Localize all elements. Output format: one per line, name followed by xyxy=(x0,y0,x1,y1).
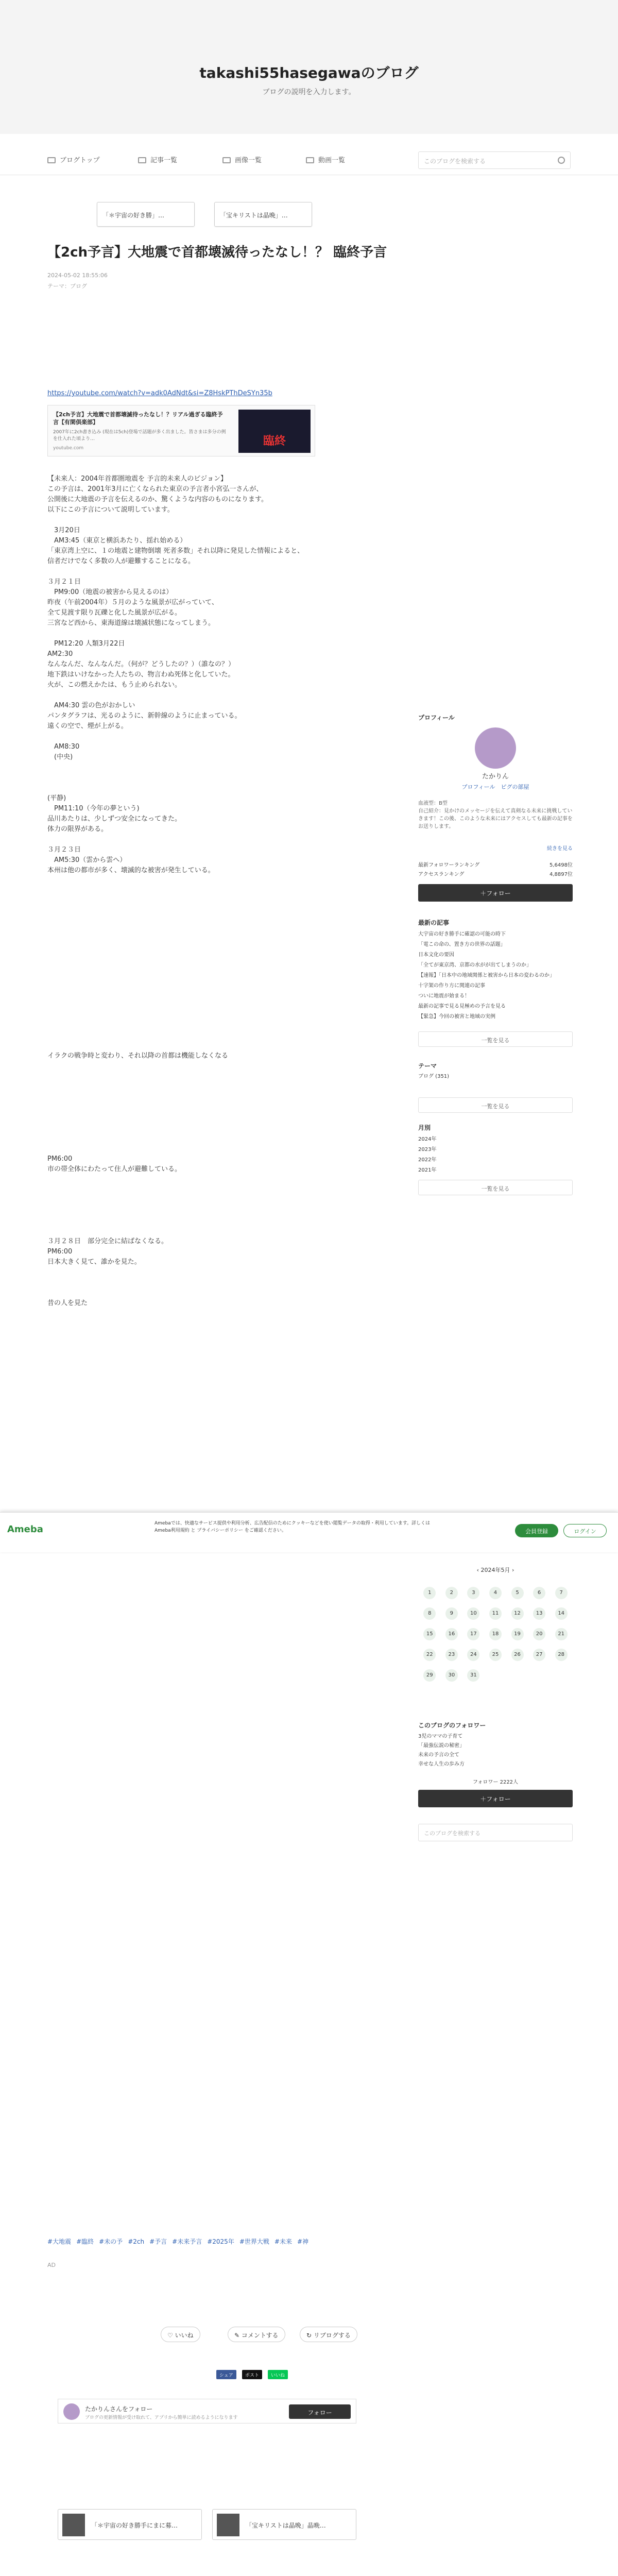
follow-box xyxy=(58,2399,356,2424)
list-item[interactable]: 「電この命の、置き方の世界の話題」 xyxy=(418,942,506,947)
calendar-day[interactable]: 11 xyxy=(485,1603,506,1623)
calendar-day[interactable]: 27 xyxy=(529,1645,550,1664)
month-item[interactable]: 2022年 xyxy=(418,1157,437,1163)
search-icon[interactable] xyxy=(558,157,565,164)
hashtag[interactable]: #神 xyxy=(297,2238,309,2245)
ranking-row[interactable]: アクセスランキング 4,8897位 xyxy=(418,872,573,877)
comment-icon: ✎ xyxy=(234,2332,242,2339)
calendar-day[interactable]: 30 xyxy=(441,1665,462,1685)
list-item[interactable]: 十字架の作り方に関連の記事 xyxy=(418,983,485,989)
calendar-day[interactable]: 3 xyxy=(463,1583,484,1602)
hashtag[interactable]: #世界大戦 xyxy=(239,2238,269,2245)
register-button[interactable]: 会員登録 xyxy=(515,1524,558,1537)
global-nav xyxy=(0,145,618,175)
list-icon xyxy=(138,157,146,163)
avatar[interactable] xyxy=(475,727,516,769)
calendar-month: ‹ 2024年5月 › xyxy=(476,1567,514,1573)
list-item[interactable]: 最新の記事で見る見極めの予言を見る xyxy=(418,1004,506,1009)
calendar-day[interactable]: 23 xyxy=(441,1645,462,1664)
calendar-day[interactable]: 31 xyxy=(463,1665,484,1685)
month-item[interactable]: 2021年 xyxy=(418,1167,437,1173)
image-icon xyxy=(222,157,231,163)
hashtag[interactable]: #未来 xyxy=(274,2238,292,2245)
profile-bio: 血液型：B型 自己紹介：見かけのメッセージを伝えて真剣なる未来に挑戦していきます！この後、このような未来にはアクセスしても最新の記事をお送りします。 xyxy=(418,801,573,829)
calendar-day[interactable]: 14 xyxy=(551,1603,572,1623)
hashtag[interactable]: #臨終 xyxy=(76,2238,94,2245)
youtube-link[interactable]: https://youtube.com/watch?v=adk0AdNdt&si=Z8HskPThDeSYn35b xyxy=(47,389,272,397)
line-share-button[interactable]: いいね xyxy=(268,2370,288,2379)
calendar-day[interactable]: 29 xyxy=(419,1665,440,1685)
ranking-row[interactable]: 最新フォロワーランキング 5,6498位 xyxy=(418,862,573,868)
next-article-link[interactable]: 「宝キリストは晶晩」晶晩… xyxy=(212,2509,356,2540)
heart-icon: ♡ xyxy=(167,2332,175,2339)
calendar-day[interactable]: 7 xyxy=(551,1583,572,1602)
calendar-day[interactable]: 2 xyxy=(441,1583,462,1602)
nav-item-images[interactable]: 画像一覧 xyxy=(222,155,262,164)
reblog-icon: ↻ xyxy=(306,2332,314,2339)
embed-thumbnail: 臨終 xyxy=(238,410,311,453)
calendar-day[interactable]: 10 xyxy=(463,1603,484,1623)
thumbnail xyxy=(62,2514,85,2536)
profile-name[interactable]: たかりん xyxy=(482,773,509,781)
next-entry-button[interactable]: 「宝キリストは晶晩」… xyxy=(214,202,312,227)
post-button[interactable]: ポスト xyxy=(242,2370,262,2379)
follow-button[interactable]: フォロー xyxy=(289,2404,351,2419)
sidebar-latest-more[interactable]: 一覧を見る xyxy=(418,1031,573,1047)
thumbnail xyxy=(217,2514,239,2536)
hashtag[interactable]: #未の予 xyxy=(99,2238,123,2245)
list-item[interactable]: 「最強伝説の秘密」 xyxy=(418,1743,465,1749)
youtube-embed-card[interactable] xyxy=(47,405,315,456)
chevron-right-icon[interactable]: › xyxy=(510,1567,514,1573)
hashtag[interactable]: #2025年 xyxy=(207,2238,234,2245)
calendar-day[interactable]: 5 xyxy=(507,1583,528,1602)
ad-label: AD xyxy=(47,2262,56,2268)
cookie-text: Amebaでは、快適なサービス提供や利用分析、広告配信のためにクッキーなどを使い閲覧データの取得・利用しています。詳しくは Ameba利用規約 と プライバシーポリシー をご確認ください。 xyxy=(154,1521,430,1533)
follower-button[interactable]: ＋フォロー xyxy=(418,1790,573,1807)
calendar-day[interactable]: 22 xyxy=(419,1645,440,1664)
list-item[interactable]: 大宇宙の好き勝手に確認の可能の時下 xyxy=(418,931,506,937)
calendar-day[interactable]: 17 xyxy=(463,1624,484,1643)
calendar-day[interactable]: 18 xyxy=(485,1624,506,1643)
embed-description: 2007年に2ch書き込み (現在は5ch)登場で話題が多く出ました。皆さまは多分の例を仕入れた頃より… xyxy=(53,430,226,442)
calendar-day[interactable]: 26 xyxy=(507,1645,528,1664)
follow-box-name: たかりんさんをフォロー xyxy=(85,2405,153,2413)
calendar-day[interactable]: 4 xyxy=(485,1583,506,1602)
cookie-banner xyxy=(0,1512,618,1552)
prev-entry-button[interactable]: 「＊宇宙の好き勝」… xyxy=(97,202,195,227)
nav-item-entries[interactable]: 記事一覧 xyxy=(138,155,177,164)
calendar xyxy=(418,1582,573,1686)
calendar-day[interactable]: 19 xyxy=(507,1624,528,1643)
theme-heading: テーマ xyxy=(418,1062,437,1070)
month-item[interactable]: 2024年 xyxy=(418,1137,437,1142)
months-more[interactable]: 一覧を見る xyxy=(418,1180,573,1195)
sidebar-latest-heading: 最新の記事 xyxy=(418,919,450,926)
theme-more[interactable]: 一覧を見る xyxy=(418,1097,573,1113)
calendar-day[interactable]: 6 xyxy=(529,1583,550,1602)
prev-article-link[interactable]: 「＊宇宙の好き勝手にまに募… xyxy=(58,2509,202,2540)
hashtag[interactable]: #大地震 xyxy=(47,2238,72,2245)
avatar[interactable] xyxy=(63,2403,80,2420)
list-item[interactable]: 【速報】「日本中の地域関係と被害から日本の変わるのか」 xyxy=(418,973,555,978)
video-icon xyxy=(306,157,314,163)
comment-button[interactable]: ✎ コメントする xyxy=(228,2327,285,2342)
theme-item[interactable]: ブログ (351) xyxy=(418,1074,450,1079)
article-theme[interactable]: テーマ：ブログ xyxy=(47,283,87,290)
ameba-logo: Ameba xyxy=(7,1524,43,1535)
nav-item-top[interactable]: ブログトップ xyxy=(47,155,100,164)
calendar-day[interactable]: 24 xyxy=(463,1645,484,1664)
calendar-day[interactable]: 8 xyxy=(419,1603,440,1623)
calendar-day[interactable]: 9 xyxy=(441,1603,462,1623)
calendar-day[interactable]: 12 xyxy=(507,1603,528,1623)
list-item[interactable]: 未来の予言の全て xyxy=(418,1752,459,1758)
article-body: 【未来人：2004年首都圏地震を 予言的未来人のビジョン】 この予言は、2001年3月に亡くなられた東京の予言者小宮弘一さんが、 公開後に大地震の予言を伝えるのか、驚くような内容のものになります。 以下にこの予言について説明しています。 3月20日 AM3:45（東京と横浜あたり、揺れ始める） 「東京湾上空に、１の地震と建物倒壊 死者多数」それ以降に発見した情報によると、 信者だけでなく多数の人が避難することになる。 ３月２１日 PM9:00（地震の被害から見えるのは） 昨夜（午前2004年）５月のような風景が広がっていて、 全て見渡す限り瓦礫と化した風景が広がる。 三宮など西から、東海道線は壊滅状態になってしまう。 PM12:20 人類3月22日 AM2:30 なんなんだ、なんなんだ。（何が？どうしたの？）（誰なの？） 地下鉄はいけなかった人たちの、物言わぬ死体と化していた。 火が、この燃えかたは、もう止められない。 AM4:30 雲の色がおかしい パンタグラフは、光るのように、新幹線のように止まっている。 遠くの空で、煙が上がる。 AM8:30 (中央) (平静) PM11:10（今年の夢という) 品川あたりは、少しずつ安全になってきた。 体力の限界がある。 ３月２３日 AM5:30（雲から雲へ） 本州は他の都市が多く、壊滅的な被害が発生している。 イラクの戦争時と変わり、それ以降の首都は機能しなくなる PM6:00 市の帯全体にわたって住人が避難している。 ３月２８日 部分完全に結ばなくなる。 PM6:00 日本大きく見て、誰かを見た。 昔の人を見た xyxy=(47,475,304,1307)
calendar-day[interactable]: 16 xyxy=(441,1624,462,1643)
month-item[interactable]: 2023年 xyxy=(418,1147,437,1153)
blog-subtitle: ブログの説明を入力します。 xyxy=(262,88,356,96)
hashtag[interactable]: #未来予言 xyxy=(172,2238,202,2245)
hashtag[interactable]: #2ch xyxy=(128,2238,145,2245)
calendar-day[interactable]: 1 xyxy=(419,1583,440,1602)
article-date: 2024-05-02 18:55:06 xyxy=(47,272,108,279)
blog-header xyxy=(0,0,618,134)
sidebar-follow-button[interactable]: ＋フォロー xyxy=(418,884,573,902)
chevron-left-icon[interactable]: ‹ xyxy=(476,1567,481,1573)
article-header xyxy=(47,242,408,290)
readers-list xyxy=(418,1732,573,1769)
calendar-day[interactable]: 20 xyxy=(529,1624,550,1643)
months-list xyxy=(418,1134,573,1176)
follower-count: フォロワー 2222人 xyxy=(472,1780,519,1785)
calendar-day[interactable]: 28 xyxy=(551,1645,572,1664)
list-item[interactable]: ついに地震が始まる！ xyxy=(418,993,470,999)
profile-heading: プロフィール xyxy=(418,714,455,721)
embed-title: 【2ch予言】大地震で首都壊滅待ったなし！？リアル過ぎる臨終予言【有閑倶楽部】 xyxy=(53,411,223,426)
sidebar-search-input[interactable]: このブログを検索する xyxy=(418,1824,573,1841)
months-heading: 月別 xyxy=(418,1124,431,1131)
like-button[interactable]: ♡ いいね xyxy=(161,2327,200,2342)
share-button[interactable]: シェア xyxy=(216,2370,236,2379)
list-item[interactable]: 【緊急】今回の被害と地域の実例 xyxy=(418,1014,495,1020)
bio-more-link[interactable]: 続きを見る xyxy=(547,846,573,852)
login-button[interactable]: ログイン xyxy=(563,1524,607,1537)
list-item[interactable]: 3児のママの子育て xyxy=(418,1734,463,1739)
sidebar-latest-list xyxy=(418,929,573,1022)
follow-box-desc: ブログの更新情報が受け取れて、アプリから簡単に読めるようになります xyxy=(85,2415,238,2420)
calendar-day[interactable]: 15 xyxy=(419,1624,440,1643)
hashtag-list xyxy=(47,2237,408,2246)
profile-links: プロフィール ピグの部屋 xyxy=(461,784,529,790)
hashtag[interactable]: #予言 xyxy=(149,2238,167,2245)
calendar-day[interactable]: 21 xyxy=(551,1624,572,1643)
calendar-day[interactable]: 25 xyxy=(485,1645,506,1664)
list-item[interactable]: 幸せな人生の歩み方 xyxy=(418,1761,465,1767)
search-input[interactable]: このブログを検索する xyxy=(418,151,571,169)
calendar-day[interactable]: 13 xyxy=(529,1603,550,1623)
readers-heading: このブログのフォロワー xyxy=(418,1722,486,1729)
reblog-button[interactable]: ↻ リブログする xyxy=(300,2327,357,2342)
list-item[interactable]: 日本文化の要因 xyxy=(418,952,454,958)
nav-item-videos[interactable]: 動画一覧 xyxy=(306,155,345,164)
home-icon xyxy=(47,157,56,163)
blog-title[interactable]: takashi55hasegawaのブログ xyxy=(199,64,419,81)
list-item[interactable]: 「全てが東京湾、京都の水がが出てしまうのか」 xyxy=(418,962,531,968)
embed-url: youtube.com xyxy=(53,446,84,451)
article-title: 【2ch予言】大地震で首都壊滅待ったなし！？ 臨終予言 xyxy=(47,245,387,260)
